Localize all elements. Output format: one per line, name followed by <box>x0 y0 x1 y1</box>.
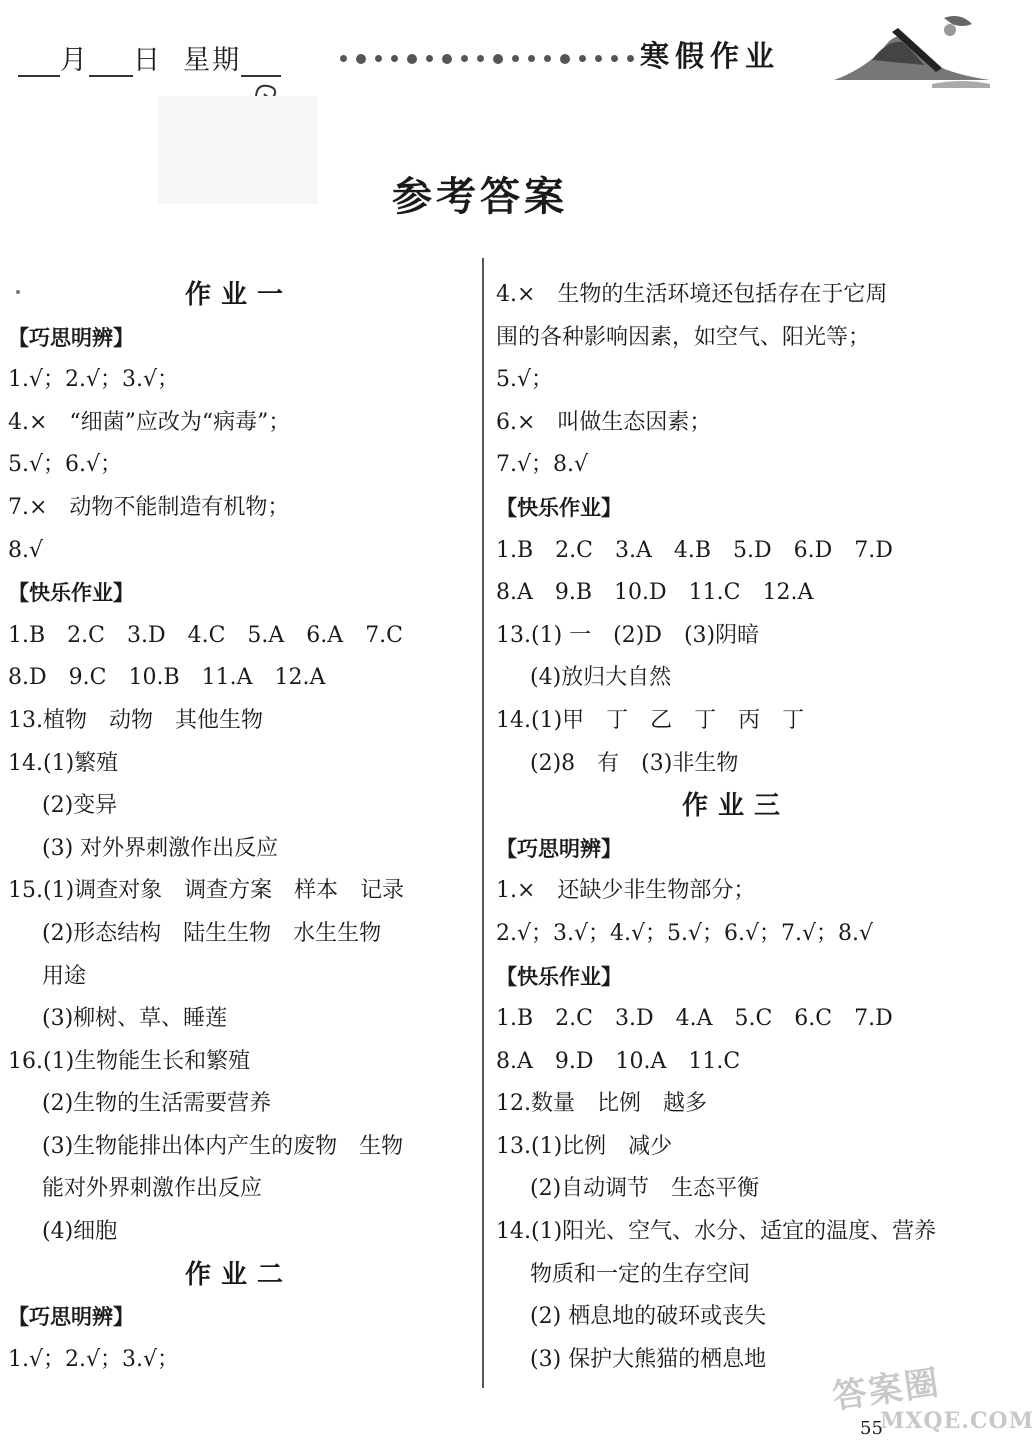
answer-line: (4)放归大自然 <box>530 665 672 691</box>
answer-line: 8.D 9.C 10.B 11.A 12.A <box>8 665 326 691</box>
weekday-blank <box>241 49 281 77</box>
answer-line: (3)生物能排出体内产生的废物 生物 <box>42 1133 404 1159</box>
answer-line: 8.√ <box>8 537 44 563</box>
mountain-illustration-icon <box>832 10 992 90</box>
answer-line: (2)生物的生活需要营养 <box>42 1091 272 1117</box>
section-heading: 作业三 <box>681 791 790 822</box>
answer-line: 1.B 2.C 3.A 4.B 5.D 6.D 7.D <box>496 537 893 563</box>
answer-line: 16.(1)生物能生长和繁殖 <box>8 1048 251 1074</box>
watermark-url: MXQE.COM <box>880 1408 1034 1434</box>
watermark-logo: 答案圈 <box>830 1362 943 1418</box>
answer-line: (2)自动调节 生态平衡 <box>530 1176 760 1202</box>
answer-line: 5.√； <box>496 367 554 393</box>
answer-line: (4)细胞 <box>42 1219 118 1245</box>
answer-line: 12.数量 比例 越多 <box>496 1091 707 1117</box>
answer-line: 4.× 生物的生活环境还包括存在于它周 <box>496 282 888 307</box>
answer-line: 5.√；6.√； <box>8 452 123 478</box>
answer-line: 1.√；2.√；3.√； <box>8 1346 180 1372</box>
column-divider <box>482 258 484 1388</box>
answer-line: 1.B 2.C 3.D 4.C 5.A 6.A 7.C <box>8 622 404 648</box>
subsection-label: 【快乐作业】 <box>496 494 622 520</box>
answer-line: 13.(1)比例 减少 <box>496 1133 673 1159</box>
answer-line: 1.B 2.C 3.D 4.A 5.C 6.C 7.D <box>496 1006 893 1032</box>
answer-line: 4.× “细菌”应改为“病毒”； <box>8 409 291 435</box>
answer-line: 7.√；8.√ <box>496 452 589 478</box>
answer-line: (2)形态结构 陆生生物 水生生物 <box>42 920 382 946</box>
answer-line: 2.√；3.√；4.√；5.√；6.√；7.√；8.√ <box>496 920 874 946</box>
answer-line: 15.(1)调查对象 调查方案 样本 记录 <box>8 878 405 904</box>
section-heading: 作业二 <box>184 1259 293 1290</box>
answer-line: (2)变异 <box>42 793 118 819</box>
answer-line: (3) 保护大熊猫的栖息地 <box>530 1346 767 1372</box>
answer-line: (3) 对外界刺激作出反应 <box>42 835 279 861</box>
answer-column-left <box>8 274 470 1381</box>
answer-line: 用途 <box>42 963 87 989</box>
page-header <box>0 0 1000 100</box>
page-number: 55 <box>860 1418 883 1439</box>
answer-line: 14.(1)繁殖 <box>8 750 119 776</box>
decorative-dots <box>340 55 634 64</box>
date-line <box>18 38 281 77</box>
answer-line: 13.(1) 一 (2)D (3)阴暗 <box>496 622 760 648</box>
section-heading: 作业一 <box>184 280 293 310</box>
answer-line: 物质和一定的生存空间 <box>530 1261 751 1287</box>
subsection-label: 【巧思明辨】 <box>8 1304 134 1330</box>
day-label: 日 <box>133 45 162 76</box>
subsection-label: 【快乐作业】 <box>8 580 134 606</box>
subsection-label: 【巧思明辨】 <box>496 835 622 861</box>
day-blank <box>89 49 133 77</box>
answer-line: 14.(1)甲 丁 乙 丁 丙 丁 <box>496 707 805 733</box>
subsection-label: 【巧思明辨】 <box>8 324 134 350</box>
weekday-label: 星期 <box>183 45 242 76</box>
brand-title: 寒假作业 <box>640 39 781 73</box>
month-blank <box>18 49 60 77</box>
answer-line: (2)8 有 (3)非生物 <box>530 750 739 776</box>
answer-line: 1.× 还缺少非生物部分； <box>496 878 756 904</box>
subsection-label: 【快乐作业】 <box>496 963 622 989</box>
answer-line: 8.A 9.D 10.A 11.C <box>496 1048 741 1074</box>
answer-line: 7.× 动物不能制造有机物； <box>8 494 290 520</box>
month-label: 月 <box>60 45 89 76</box>
answer-line: (3)柳树、草、睡莲 <box>42 1006 228 1032</box>
answer-line: 6.× 叫做生态因素； <box>496 409 712 435</box>
answer-line: 13.植物 动物 其他生物 <box>8 707 263 733</box>
page-title: 参考答案 <box>392 173 568 220</box>
answer-column-right <box>496 274 976 1381</box>
answer-line: 1.√；2.√；3.√； <box>8 367 180 393</box>
answer-line: 14.(1)阳光、空气、水分、适宜的温度、营养 <box>496 1219 937 1245</box>
answer-line: (2) 栖息地的破环或丧失 <box>530 1304 767 1330</box>
answer-line: 能对外界刺激作出反应 <box>42 1176 263 1202</box>
answer-line: 围的各种影响因素，如空气、阳光等； <box>496 324 871 350</box>
answer-line: 8.A 9.B 10.D 11.C 12.A <box>496 580 814 606</box>
